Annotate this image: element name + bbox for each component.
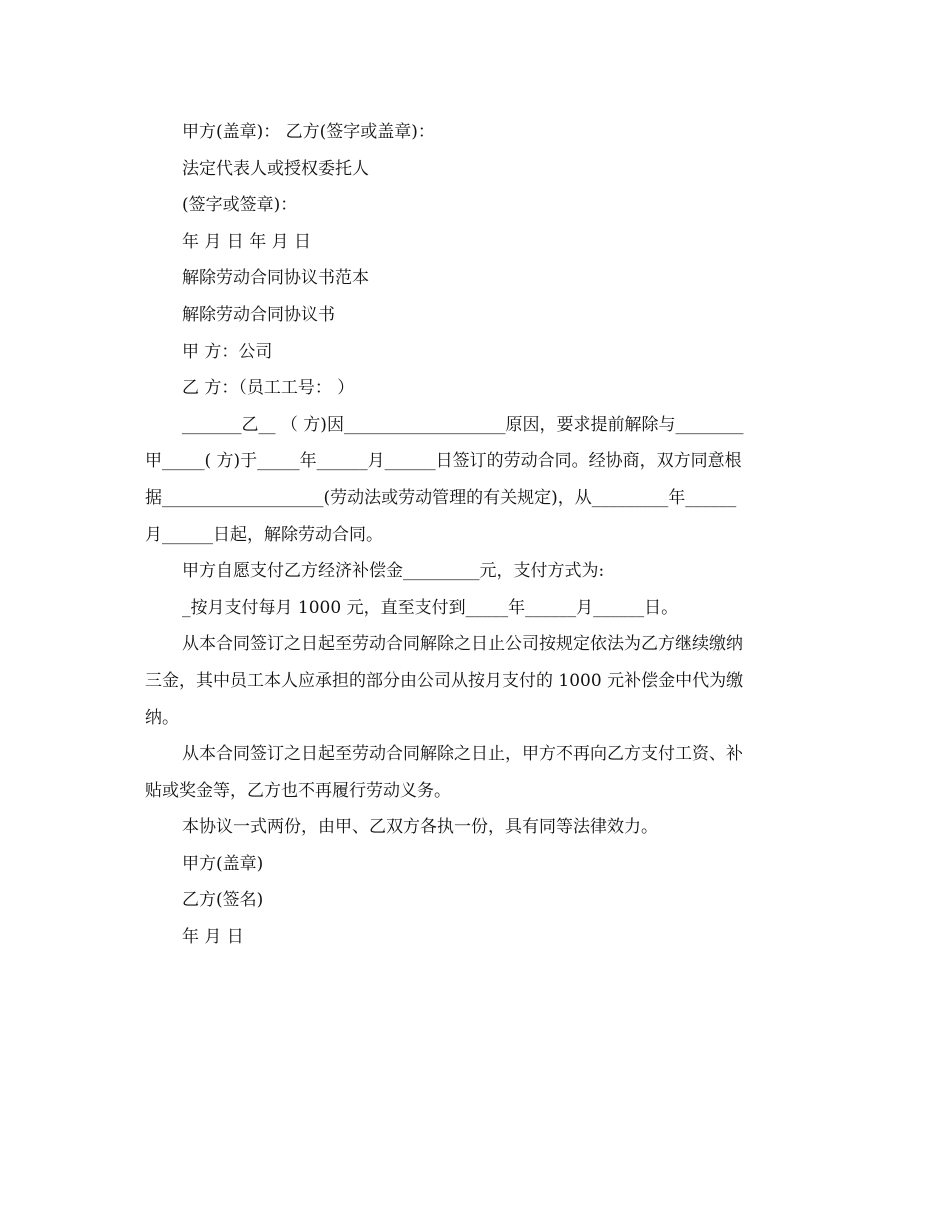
line-9: _______乙__ （ 方)因___________________原因，要求提前解除与________ [182, 414, 744, 435]
line-18: 从本合同签订之日起至劳动合同解除之日止，甲方不再向乙方支付工资、补 [182, 744, 743, 765]
line-16: 三金，其中员工本人应承担的部分由公司从按月支付的 1000 元补偿金中代为缴 [145, 670, 744, 691]
line-1: 甲方(盖章)： 乙方(签字或盖章)： [182, 122, 435, 142]
line-12: 月______日起，解除劳动合同。 [145, 524, 383, 545]
line-2: 法定代表人或授权委托人 [182, 158, 369, 179]
document-body [145, 114, 797, 956]
line-3: (签字或签章)： [182, 195, 298, 216]
line-22: 乙方(签名) [182, 890, 264, 911]
line-13: 甲方自愿支付乙方经济补偿金_________元，支付方式为: [182, 561, 605, 582]
line-21: 甲方(盖章) [182, 853, 264, 874]
line-23: 年 月 日 [182, 927, 244, 948]
line-17: 纳。 [145, 707, 179, 728]
line-20: 本协议一式两份，由甲、乙双方各执一份，具有同等法律效力。 [182, 817, 658, 838]
line-11: 据___________________(劳动法或劳动管理的有关规定)，从_________年______ [145, 487, 737, 508]
line-19: 贴或奖金等，乙方也不再履行劳动义务。 [145, 780, 451, 801]
line-10: 甲_____( 方)于_____年______月______日签订的劳动合同。经协商，双方同意根 [145, 451, 742, 472]
line-4: 年 月 日 年 月 日 [182, 231, 312, 252]
line-8: 乙 方：（员工工号： ） [182, 378, 355, 399]
line-5: 解除劳动合同协议书范本 [182, 268, 369, 289]
line-14: _按月支付每月 1000 元，直至支付到_____年______月______日。 [182, 597, 679, 618]
line-6: 解除劳动合同协议书 [182, 304, 335, 325]
line-7: 甲 方：公司 [182, 341, 273, 362]
line-15: 从本合同签订之日起至劳动合同解除之日止公司按规定依法为乙方继续缴纳 [182, 634, 743, 655]
